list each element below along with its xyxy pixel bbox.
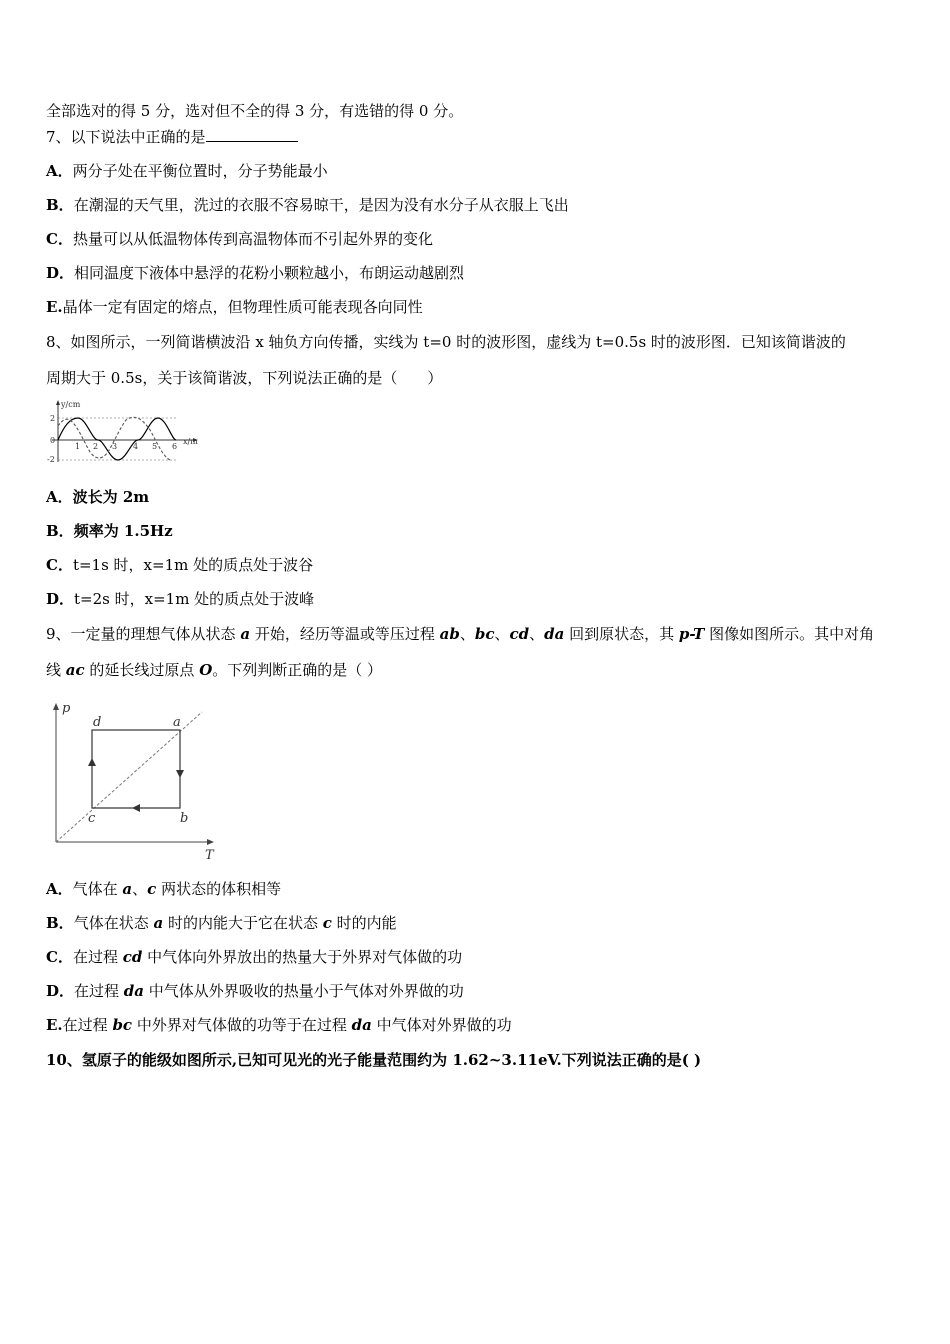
pt-label-c: c	[88, 811, 96, 826]
q7-option-d[interactable]	[46, 263, 464, 283]
option-text: t=1s 时，x=1m 处的质点处于波谷	[72, 556, 314, 574]
option-text: 在潮湿的天气里，洗过的衣服不容易晾干，是因为没有水分子从衣服上飞出	[73, 196, 569, 214]
pt-label-a: a	[173, 715, 181, 730]
pt-label-b: b	[180, 811, 189, 826]
option-label: A．	[46, 162, 73, 180]
option-text: 热量可以从低温物体传到高温物体而不引起外界的变化	[72, 230, 433, 248]
question-8-stem-line1: 8、如图所示，一列简谐横波沿 x 轴负方向传播，实线为 t=0 时的波形图，虚线为 t=0.5s 时的波形图．已知该简谐波的	[46, 333, 846, 351]
q8-option-d[interactable]	[46, 589, 314, 609]
option-text: 两分子处在平衡位置时，分子势能最小	[72, 162, 328, 180]
option-label: D．	[46, 264, 75, 282]
question-10-stem: 10、氢原子的能级如图所示,已知可见光的光子能量范围约为 1.62~3.11eV.下列说法正确的是( )	[46, 1051, 702, 1069]
wave-dashed-curve	[58, 417, 170, 460]
pt-y-label: p	[62, 701, 71, 716]
wave-x-tick-4: 4	[133, 442, 139, 451]
wave-y-tick-0: 0	[50, 436, 56, 445]
q8-option-b[interactable]	[46, 521, 173, 541]
q9-option-a[interactable]: A．气体在 a、c 两状态的体积相等	[46, 880, 282, 898]
option-label: C．	[46, 556, 73, 574]
q8-option-c[interactable]	[46, 555, 313, 575]
question-7-text: 7、以下说法中正确的是	[46, 128, 206, 146]
q9-option-d[interactable]: D．在过程 da 中气体从外界吸收的热量小于气体对外界做的功	[46, 982, 464, 1000]
option-label: B．	[46, 196, 74, 214]
option-label: A．	[46, 488, 73, 506]
q7-option-e[interactable]	[46, 297, 423, 317]
q7-option-a[interactable]	[46, 161, 328, 181]
q9-option-e[interactable]: E.在过程 bc 中外界对气体做的功等于在过程 da 中气体对外界做的功	[46, 1016, 512, 1034]
arrow-cd	[88, 758, 96, 766]
wave-x-tick-6: 6	[172, 442, 178, 451]
option-label: E.	[46, 298, 63, 316]
wave-x-label: x/m	[183, 437, 198, 446]
intro-text: 全部选对的得 5 分，选对但不全的得 3 分，有选错的得 0 分。	[46, 102, 464, 120]
option-label: A．	[46, 880, 73, 898]
wave-figure	[46, 398, 206, 464]
option-text: 频率为 1.5Hz	[73, 522, 173, 540]
answer-blank[interactable]	[206, 127, 298, 142]
option-label: B．	[46, 522, 74, 540]
q8-option-a[interactable]	[46, 487, 149, 507]
option-text: t=2s 时，x=1m 处的质点处于波峰	[74, 590, 315, 608]
option-text: 相同温度下液体中悬浮的花粉小颗粒越小，布朗运动越剧烈	[74, 264, 465, 282]
option-label: C．	[46, 948, 73, 966]
wave-x-tick-5: 5	[152, 442, 158, 451]
q7-option-c[interactable]	[46, 229, 433, 249]
pt-cycle	[92, 730, 180, 808]
pt-x-label: T	[205, 848, 214, 863]
arrow-ab	[176, 770, 184, 778]
q7-option-b[interactable]	[46, 195, 569, 215]
wave-x-tick-2: 2	[93, 442, 99, 451]
wave-y-label: y/cm	[61, 400, 81, 409]
pt-diagram	[40, 700, 220, 864]
wave-x-tick-3: 3	[112, 442, 118, 451]
option-text: 波长为 2m	[72, 488, 150, 506]
arrow-bc	[132, 804, 140, 812]
question-9-stem-line2: 线 ac 的延长线过原点 O。下列判断正确的是（ ）	[46, 661, 383, 679]
wave-x-tick-1: 1	[75, 442, 81, 451]
wave-y-tick-2: 2	[50, 414, 56, 423]
option-text: 晶体一定有固定的熔点，但物理性质可能表现各向同性	[62, 298, 423, 316]
question-8-stem-line2: 周期大于 0.5s，关于该简谐波，下列说法正确的是（ ）	[46, 369, 443, 387]
q9-option-b[interactable]: B．气体在状态 a 时的内能大于它在状态 c 时的内能	[46, 914, 397, 932]
option-label: E.	[46, 1016, 63, 1034]
question-7-stem	[46, 127, 298, 147]
wave-y-tick-neg2: -2	[47, 455, 55, 464]
option-label: B．	[46, 914, 74, 932]
option-label: D．	[46, 590, 75, 608]
option-label: C．	[46, 230, 73, 248]
pt-label-d: d	[93, 715, 102, 730]
q9-option-c[interactable]: C．在过程 cd 中气体向外界放出的热量大于外界对气体做的功	[46, 948, 463, 966]
question-9-stem-line1: 9、一定量的理想气体从状态 a 开始，经历等温或等压过程 ab、bc、cd、da 回到原状态，其 p-T 图像如图所示。其中对角	[46, 625, 875, 643]
option-label: D．	[46, 982, 75, 1000]
wave-solid-curve	[58, 418, 176, 460]
